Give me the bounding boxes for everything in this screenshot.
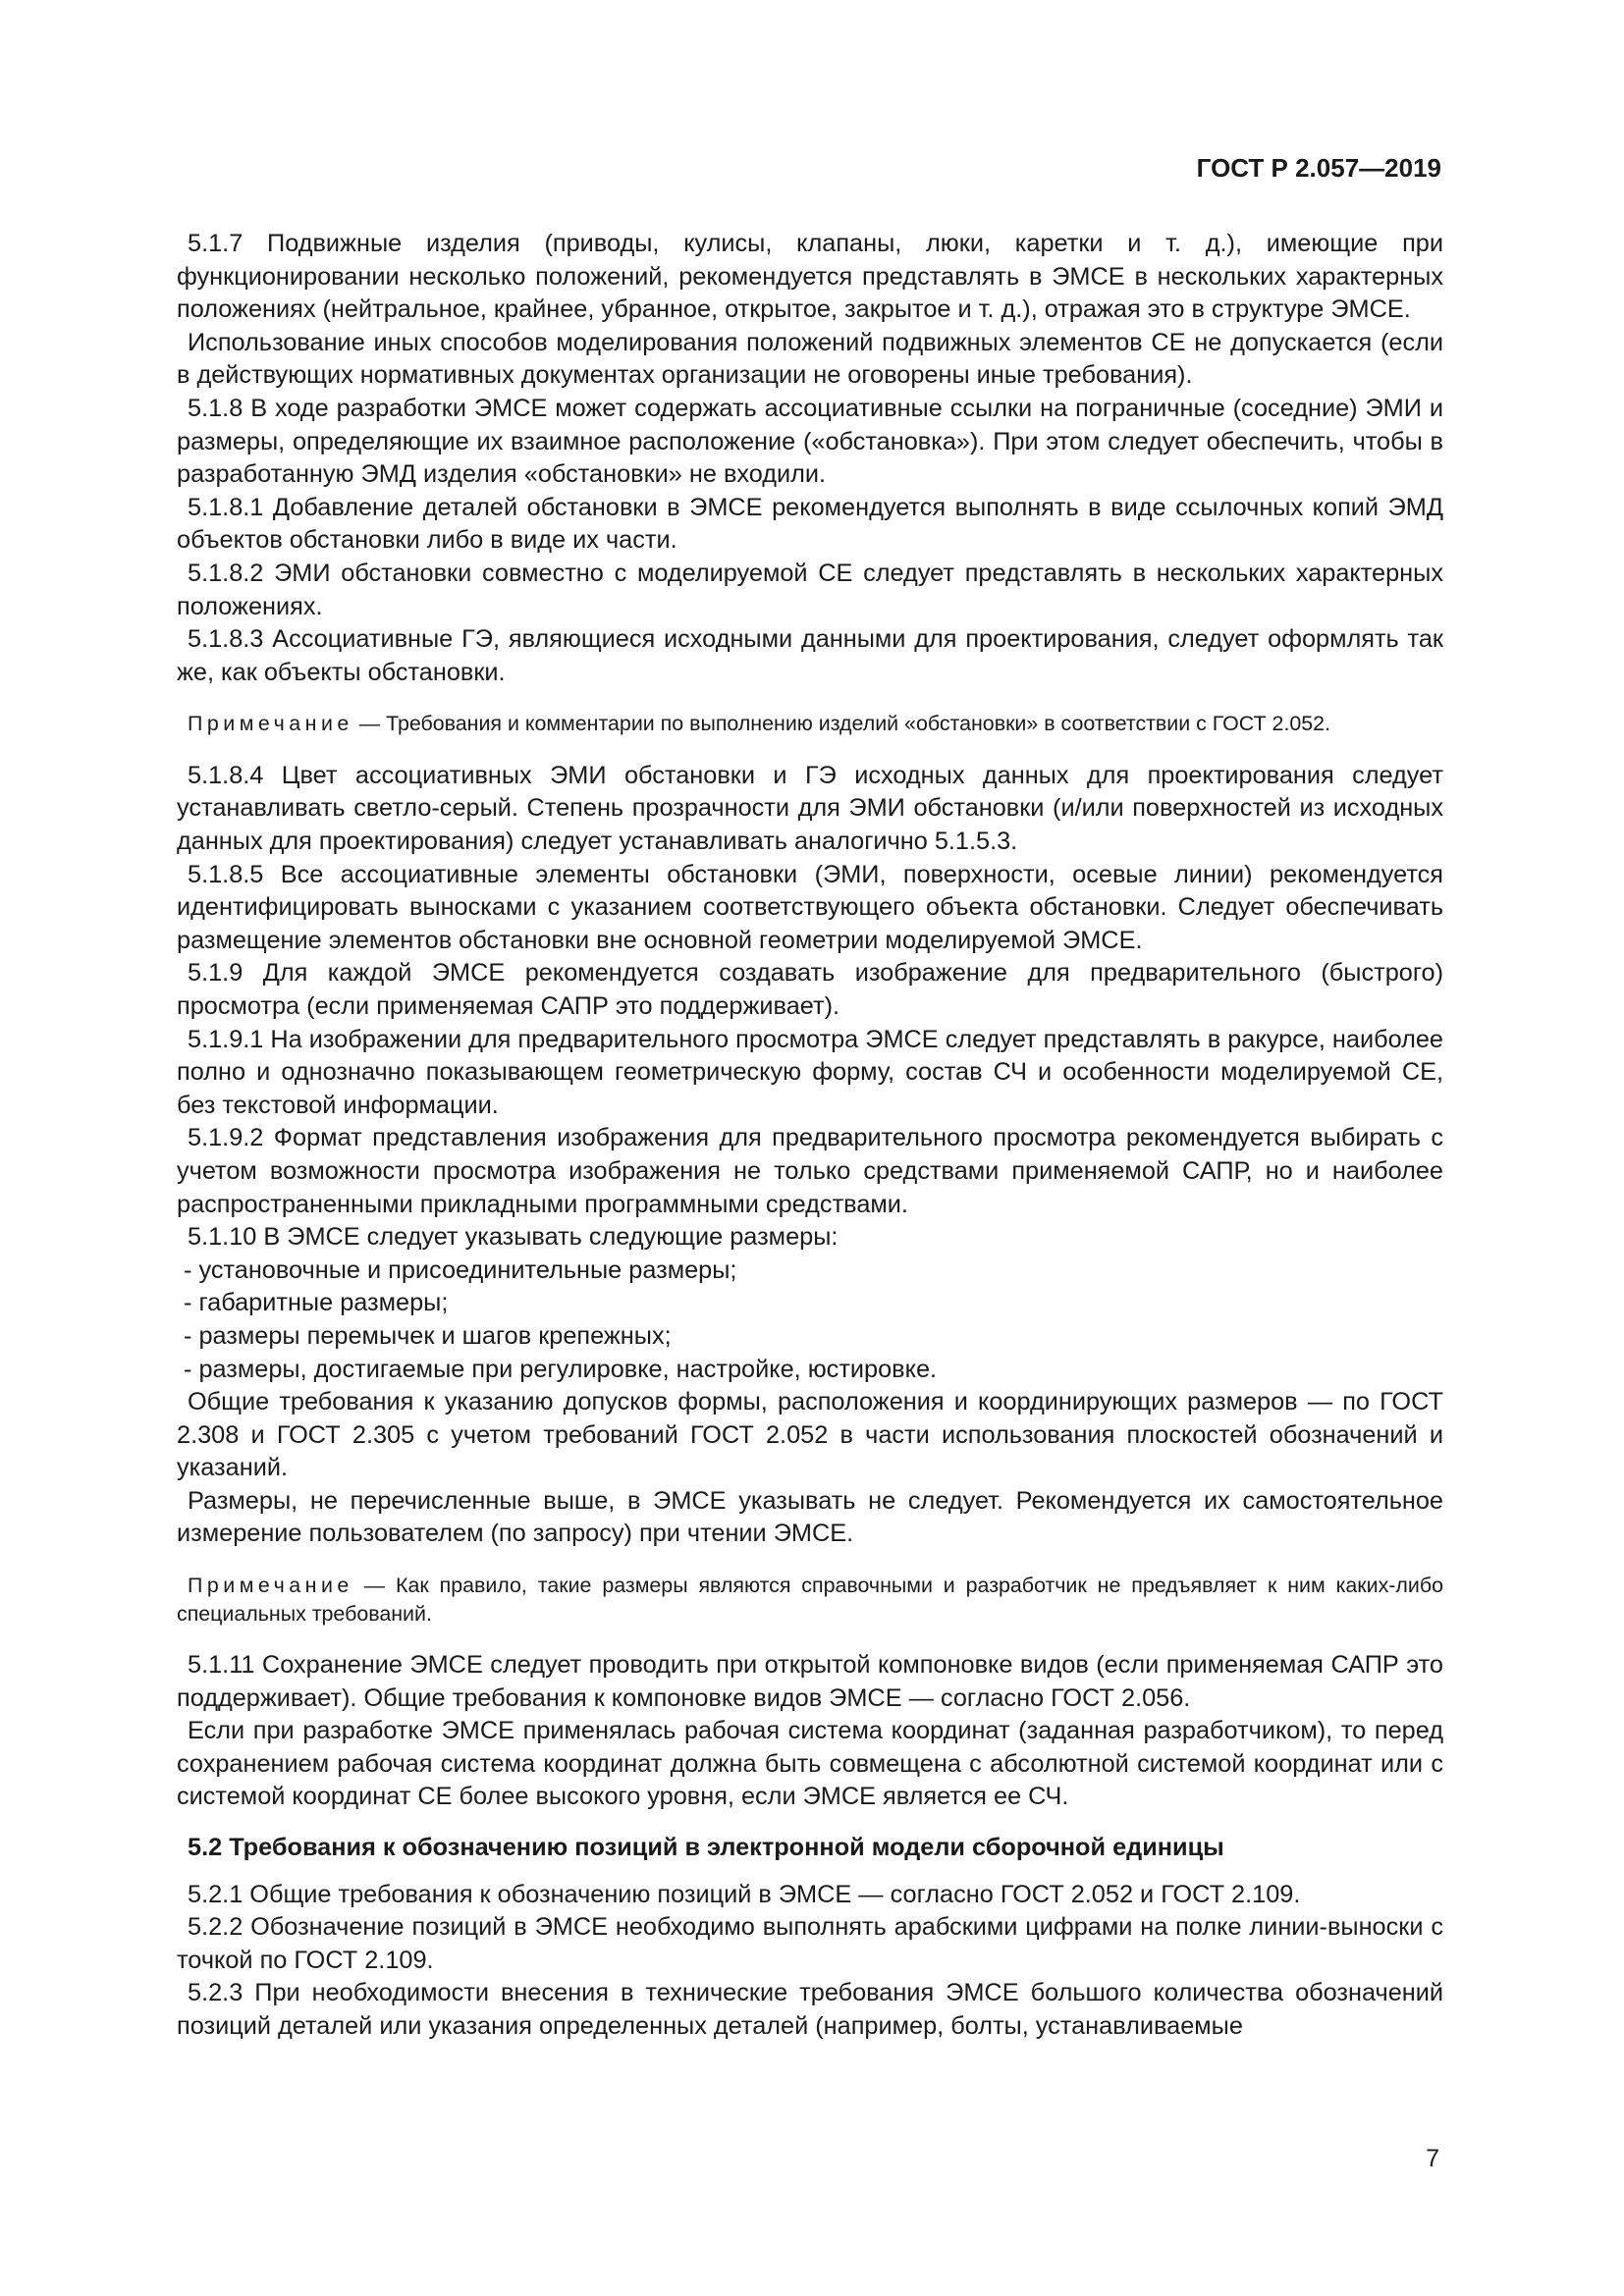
paragraph-5-1-8-3: 5.1.8.3 Ассоциативные ГЭ, являющиеся исходными данными для проектирования, следует оформлять так же, как объекты обстановки. — [177, 625, 1443, 686]
paragraph-coordinate-system: Если при разработке ЭМСЕ применялась рабочая система координат (заданная разработчиком), то перед сохранением рабочая система координат должна быть совмещена с абсолютной системой координат или с системой координат СЕ более высокого уровня, если ЭМСЕ является ее СЧ. — [177, 1717, 1443, 1811]
paragraph-5-1-8-5: 5.1.8.5 Все ассоциативные элементы обстановки (ЭМИ, поверхности, осевые линии) рекомендуется идентифицировать выносками с указанием соответствующего объекта обстановки. Следует обеспечивать размещение элементов обстановки вне основной геометрии моделируемой ЭМСЕ. — [177, 860, 1443, 954]
note-label: Примечание — [188, 712, 353, 736]
paragraph-5-1-9-2: 5.1.9.2 Формат представления изображения для предварительного просмотра рекомендуется выбирать с учетом возможности просмотра изображения не только средствами применяемой САПР, но и наиболее распространенными прикладными программными средствами. — [177, 1124, 1443, 1218]
paragraph-tolerances: Общие требования к указанию допусков формы, расположения и координирующих размеров — по ГОСТ 2.308 и ГОСТ 2.305 с учетом требований ГОСТ 2.052 в части использования плоскостей обозначений и указаний. — [177, 1388, 1443, 1482]
paragraph-5-1-8-4: 5.1.8.4 Цвет ассоциативных ЭМИ обстановки и ГЭ исходных данных для проектирования следует устанавливать светло-серый. Степень прозрачности для ЭМИ обстановки (и/или поверхностей из исходных данных для проектирования) следует устанавливать аналогично 5.1.5.3. — [177, 761, 1443, 855]
paragraph-5-1-10: 5.1.10 В ЭМСЕ следует указывать следующие размеры: — [188, 1223, 839, 1252]
paragraph-5-1-8-2: 5.1.8.2 ЭМИ обстановки совместно с моделируемой СЕ следует представлять в нескольких характерных положениях. — [177, 559, 1443, 620]
note-text: — Требования и комментарии по выполнению изделий «обстановки» в соответствии с ГОСТ 2.052. — [352, 712, 1331, 736]
paragraph-5-1-8: 5.1.8 В ходе разработки ЭМСЕ может содержать ассоциативные ссылки на пограничные (соседние) ЭМИ и размеры, определяющие их взаимное расположение («обстановка»). При этом следует обеспечить, чтобы в разработанную ЭМД изделия «обстановки» не входили. — [177, 394, 1443, 489]
note-reference-dimensions — [177, 1572, 1443, 1628]
list-item: - размеры, достигаемые при регулировке, настройке, юстировке. — [184, 1355, 938, 1383]
note-surroundings — [177, 710, 1443, 738]
paragraph-5-1-7: 5.1.7 Подвижные изделия (приводы, кулисы, клапаны, люки, каретки и т. д.), имеющие при функционировании несколько положений, рекомендуется представлять в ЭМСЕ в нескольких характерных положениях (нейтральное, крайнее, убранное, открытое, закрытое и т. д.), отражая это в структуре ЭМСЕ. — [177, 230, 1443, 324]
paragraph-5-1-9: 5.1.9 Для каждой ЭМСЕ рекомендуется создавать изображение для предварительного (быстрого) просмотра (если применяемая САПР это поддерживает). — [177, 959, 1443, 1020]
paragraph-5-1-9-1: 5.1.9.1 На изображении для предварительного просмотра ЭМСЕ следует представлять в ракурсе, наиболее полно и однозначно показывающем геометрическую форму, состав СЧ и особенности моделируемой СЕ, без текстовой информации. — [177, 1025, 1443, 1119]
list-item: - установочные и присоединительные размеры; — [184, 1255, 737, 1284]
document-header-id: ГОСТ Р 2.057—2019 — [1196, 153, 1441, 183]
paragraph-5-1-8-1: 5.1.8.1 Добавление деталей обстановки в ЭМСЕ рекомендуется выполнять в виде ссылочных копий ЭМД объектов обстановки либо в виде их части. — [177, 493, 1443, 555]
note-text: — Как правило, такие размеры являются справочными и разработчик не предъявляет к ним каких-либо специальных требований. — [177, 1574, 1443, 1626]
paragraph-other-dimensions: Размеры, не перечисленные выше, в ЭМСЕ указывать не следует. Рекомендуется их самостоятельное измерение пользователем (по запросу) при чтении ЭМСЕ. — [177, 1486, 1443, 1548]
page-number: 7 — [1426, 2145, 1439, 2172]
paragraph-5-1-11: 5.1.11 Сохранение ЭМСЕ следует проводить при открытой компоновке видов (если применяемая САПР это поддерживает). Общие требования к компоновке видов ЭМСЕ — согласно ГОСТ 2.056. — [177, 1651, 1443, 1712]
note-label: Примечание — [188, 1574, 353, 1598]
section-heading-5-2: 5.2 Требования к обозначению позиций в электронной модели сборочной единицы — [188, 1834, 1224, 1862]
paragraph-moving-elements: Использование иных способов моделирования положений подвижных элементов СЕ не допускается (если в действующих нормативных документах организации не оговорены иные требования). — [177, 328, 1443, 390]
list-item: - габаритные размеры; — [184, 1289, 449, 1317]
document-body — [177, 228, 1443, 2044]
list-item: - размеры перемычек и шагов крепежных; — [184, 1321, 672, 1350]
paragraph-5-2-2: 5.2.2 Обозначение позиций в ЭМСЕ необходимо выполнять арабскими цифрами на полке линии-выноски с точкой по ГОСТ 2.109. — [177, 1913, 1443, 1974]
paragraph-5-2-1: 5.2.1 Общие требования к обозначению позиций в ЭМСЕ — согласно ГОСТ 2.052 и ГОСТ 2.109. — [188, 1880, 1301, 1908]
paragraph-5-2-3: 5.2.3 При необходимости внесения в технические требования ЭМСЕ большого количества обозначений позиций деталей или указания определенных деталей (например, болты, устанавливаемые — [177, 1979, 1443, 2040]
